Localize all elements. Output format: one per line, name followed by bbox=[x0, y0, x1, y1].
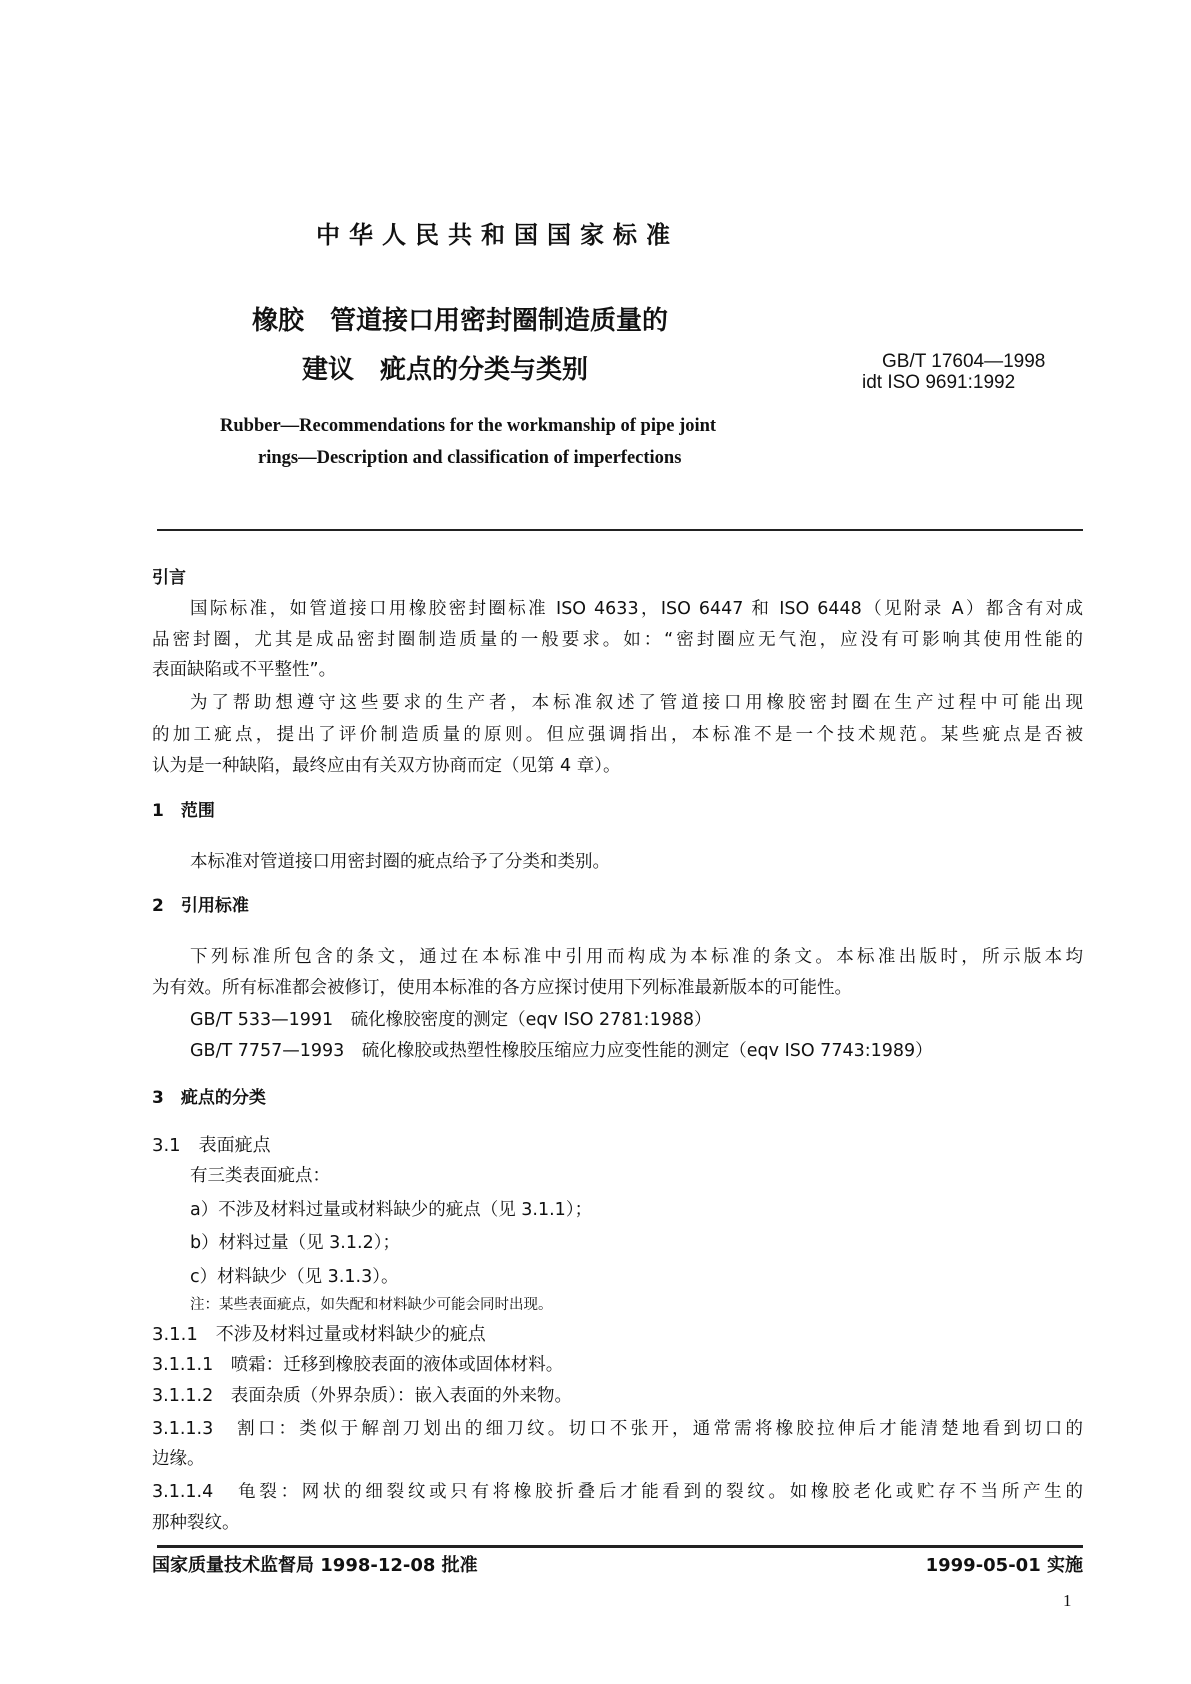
section31-intro: 有三类表面疵点： bbox=[190, 1166, 330, 1186]
page-number: 1 bbox=[1063, 1591, 1072, 1610]
intro-p1-line2: 品密封圈，尤其是成品密封圈制造质量的一般要求。如：“密封圈应无气泡，应没有可影响其使用性能的 bbox=[152, 630, 1083, 650]
title-cn-line1: 橡胶 管道接口用密封圈制造质量的 bbox=[252, 306, 669, 336]
section1-heading: 1 范围 bbox=[152, 801, 215, 821]
section2-heading: 2 引用标准 bbox=[152, 896, 249, 916]
reference-gbt7757: GB/T 7757—1993 硫化橡胶或热塑性橡胶压缩应力应变性能的测定（eqv ISO 7743:1989） bbox=[190, 1041, 933, 1061]
effective-date: 1999-05-01 实施 bbox=[925, 1555, 1083, 1576]
intro-p1-line1: 国际标准，如管道接口用橡胶密封圈标准 ISO 4633，ISO 6447 和 ISO 6448（见附录 A）都含有对成 bbox=[190, 599, 1083, 619]
section3111: 3.1.1.1 喷霜：迁移到橡胶表面的液体或固体材料。 bbox=[152, 1355, 564, 1375]
standard-number: GB/T 17604—1998 bbox=[882, 351, 1046, 372]
section3113-line2: 边缘。 bbox=[152, 1449, 205, 1469]
national-standard-heading: 中华人民共和国国家标准 bbox=[316, 221, 679, 249]
section31-note: 注：某些表面疵点，如失配和材料缺少可能会同时出现。 bbox=[190, 1297, 553, 1313]
intro-p2-line2: 的加工疵点，提出了评价制造质量的原则。但应强调指出，本标准不是一个技术规范。某些疵点是否被 bbox=[152, 725, 1083, 745]
section3113-line1: 3.1.1.3 割口：类似于解剖刀划出的细刀纹。切口不张开，通常需将橡胶拉伸后才能清楚地看到切口的 bbox=[152, 1419, 1083, 1439]
approval-text: 国家质量技术监督局 1998-12-08 批准 bbox=[152, 1555, 478, 1576]
intro-p2-line1: 为了帮助想遵守这些要求的生产者，本标准叙述了管道接口用橡胶密封圈在生产过程中可能出现 bbox=[190, 693, 1083, 713]
section31-item-b: b）材料过量（见 3.1.2）； bbox=[190, 1233, 400, 1253]
footer-divider bbox=[157, 1545, 1083, 1548]
section31-heading: 3.1 表面疵点 bbox=[152, 1135, 271, 1156]
section2-p-line2: 为有效。所有标准都会被修订，使用本标准的各方应探讨使用下列标准最新版本的可能性。 bbox=[152, 978, 852, 998]
section3114-line2: 那种裂纹。 bbox=[152, 1513, 240, 1533]
title-en-line1: Rubber—Recommendations for the workmanship of pipe joint bbox=[220, 416, 717, 436]
reference-gbt533: GB/T 533—1991 硫化橡胶密度的测定（eqv ISO 2781:1988） bbox=[190, 1010, 712, 1030]
section311-heading: 3.1.1 不涉及材料过量或材料缺少的疵点 bbox=[152, 1324, 486, 1345]
section31-item-a: a）不涉及材料过量或材料缺少的疵点（见 3.1.1）； bbox=[190, 1200, 593, 1220]
section1-text: 本标准对管道接口用密封圈的疵点给予了分类和类别。 bbox=[190, 852, 610, 872]
intro-heading: 引言 bbox=[152, 568, 186, 588]
title-en-line2: rings—Description and classification of imperfections bbox=[258, 448, 682, 468]
title-cn-line2: 建议 疵点的分类与类别 bbox=[302, 355, 589, 385]
section3-heading: 3 疵点的分类 bbox=[152, 1088, 266, 1108]
intro-p2-line3: 认为是一种缺陷，最终应由有关双方协商而定（见第 4 章）。 bbox=[152, 756, 621, 776]
section3114-line1: 3.1.1.4 龟裂：网状的细裂纹或只有将橡胶折叠后才能看到的裂纹。如橡胶老化或贮存不当所产生的 bbox=[152, 1482, 1083, 1502]
section3112: 3.1.1.2 表面杂质（外界杂质）：嵌入表面的外来物。 bbox=[152, 1386, 572, 1406]
section2-p-line1: 下列标准所包含的条文，通过在本标准中引用而构成为本标准的条文。本标准出版时，所示版本均 bbox=[190, 947, 1083, 967]
section31-item-c: c）材料缺少（见 3.1.3）。 bbox=[190, 1267, 399, 1287]
idt-reference: idt ISO 9691:1992 bbox=[862, 372, 1016, 393]
intro-p1-line3: 表面缺陷或不平整性”。 bbox=[152, 660, 337, 680]
header-divider bbox=[157, 529, 1083, 531]
